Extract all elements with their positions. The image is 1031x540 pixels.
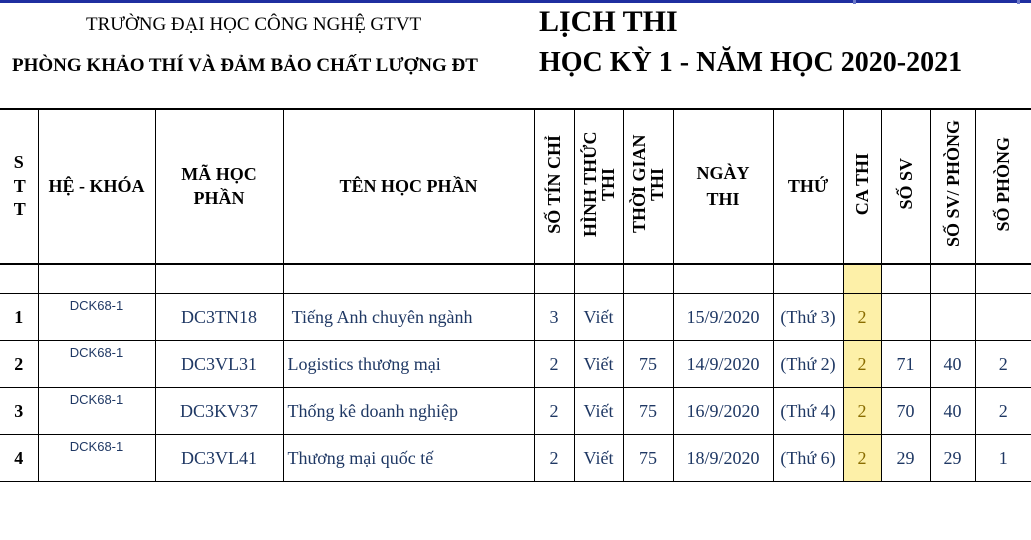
page-subtitle: HỌC KỲ 1 - NĂM HỌC 2020-2021 [539, 47, 963, 78]
col-header-ca-thi: CA THI [843, 109, 881, 264]
col-header-he-khoa: HỆ - KHÓA [38, 109, 155, 264]
cell-ma-hoc-phan: DC3KV37 [155, 388, 283, 435]
cell-so-phong [975, 294, 1031, 341]
cell-ten-hoc-phan: Tiếng Anh chuyên ngành [283, 294, 534, 341]
col-header-thoi-gian-thi: THỜI GIAN THI [623, 109, 673, 264]
col-header-so-sv: SỐ SV [881, 109, 930, 264]
cell-ca-thi: 2 [843, 435, 881, 482]
cell-stt: 1 [0, 294, 38, 341]
cell-ten-hoc-phan: Logistics thương mại [283, 341, 534, 388]
col-header-so-tin-chi: SỐ TÍN CHỈ [534, 109, 574, 264]
cell-ngay-thi: 16/9/2020 [673, 388, 773, 435]
cell-so-sv: 29 [881, 435, 930, 482]
col-header-thu: THỨ [773, 109, 843, 264]
cell-ma-hoc-phan: DC3VL31 [155, 341, 283, 388]
cell-thoi-gian: 75 [623, 435, 673, 482]
cell-ngay-thi: 15/9/2020 [673, 294, 773, 341]
cell-sv-phong: 40 [930, 388, 975, 435]
cell-thoi-gian: 75 [623, 388, 673, 435]
cell-hinh-thuc: Viết [574, 435, 623, 482]
cell-ten-hoc-phan: Thương mại quốc tế [283, 435, 534, 482]
cell-stt: 4 [0, 435, 38, 482]
table-row [0, 341, 1031, 388]
department-name: PHÒNG KHẢO THÍ VÀ ĐẢM BẢO CHẤT LƯỢNG ĐT [12, 55, 478, 76]
col-header-so-phong: SỐ PHÒNG [975, 109, 1031, 264]
page-title: LỊCH THI [539, 5, 678, 38]
table-row [0, 294, 1031, 341]
cell-ngay-thi: 14/9/2020 [673, 341, 773, 388]
column-marker [1017, 0, 1020, 4]
cell-thu: (Thứ 2) [773, 341, 843, 388]
cell-so-sv: 71 [881, 341, 930, 388]
cell-thu: (Thứ 3) [773, 294, 843, 341]
cell-ma-hoc-phan: DC3VL41 [155, 435, 283, 482]
cell-sv-phong: 29 [930, 435, 975, 482]
cell-stt: 2 [0, 341, 38, 388]
col-header-so-sv-phong: SỐ SV/ PHÒNG [930, 109, 975, 264]
cell-ca-thi: 2 [843, 294, 881, 341]
cell-hinh-thuc: Viết [574, 341, 623, 388]
cell-ma-hoc-phan: DC3TN18 [155, 294, 283, 341]
cell-ten-hoc-phan: Thống kê doanh nghiệp [283, 388, 534, 435]
cell-sv-phong [930, 294, 975, 341]
cell-hinh-thuc: Viết [574, 388, 623, 435]
col-header-ma-hoc-phan: MÃ HỌC PHẦN [155, 109, 283, 264]
cell-hinh-thuc: Viết [574, 294, 623, 341]
cell-so-phong: 2 [975, 341, 1031, 388]
cell-so-tin-chi: 2 [534, 388, 574, 435]
cell-ca-thi: 2 [843, 388, 881, 435]
cell-so-sv [881, 294, 930, 341]
table-row [0, 435, 1031, 482]
top-border-line [0, 0, 1031, 3]
col-header-hinh-thuc-thi: HÌNH THỨC THI [574, 109, 623, 264]
col-header-stt: STT [0, 109, 38, 264]
cell-ngay-thi: 18/9/2020 [673, 435, 773, 482]
cell-so-tin-chi: 2 [534, 435, 574, 482]
cell-he-khoa: DCK68-1 [38, 341, 155, 388]
table-row [0, 388, 1031, 435]
col-header-ngay-thi: NGÀY THI [673, 109, 773, 264]
cell-thoi-gian: 75 [623, 341, 673, 388]
exam-schedule-table [0, 108, 1031, 482]
cell-he-khoa: DCK68-1 [38, 294, 155, 341]
col-header-ten-hoc-phan: TÊN HỌC PHẦN [283, 109, 534, 264]
table-header-row [0, 109, 1031, 264]
cell-thoi-gian [623, 294, 673, 341]
cell-so-phong: 1 [975, 435, 1031, 482]
table-spacer-row [0, 264, 1031, 294]
cell-thu: (Thứ 6) [773, 435, 843, 482]
cell-he-khoa: DCK68-1 [38, 435, 155, 482]
cell-ca-thi: 2 [843, 341, 881, 388]
cell-so-phong: 2 [975, 388, 1031, 435]
cell-thu: (Thứ 4) [773, 388, 843, 435]
school-name: TRƯỜNG ĐẠI HỌC CÔNG NGHỆ GTVT [86, 14, 422, 35]
cell-stt: 3 [0, 388, 38, 435]
cell-so-sv: 70 [881, 388, 930, 435]
cell-so-tin-chi: 3 [534, 294, 574, 341]
column-marker [853, 0, 856, 4]
cell-sv-phong: 40 [930, 341, 975, 388]
cell-he-khoa: DCK68-1 [38, 388, 155, 435]
cell-so-tin-chi: 2 [534, 341, 574, 388]
